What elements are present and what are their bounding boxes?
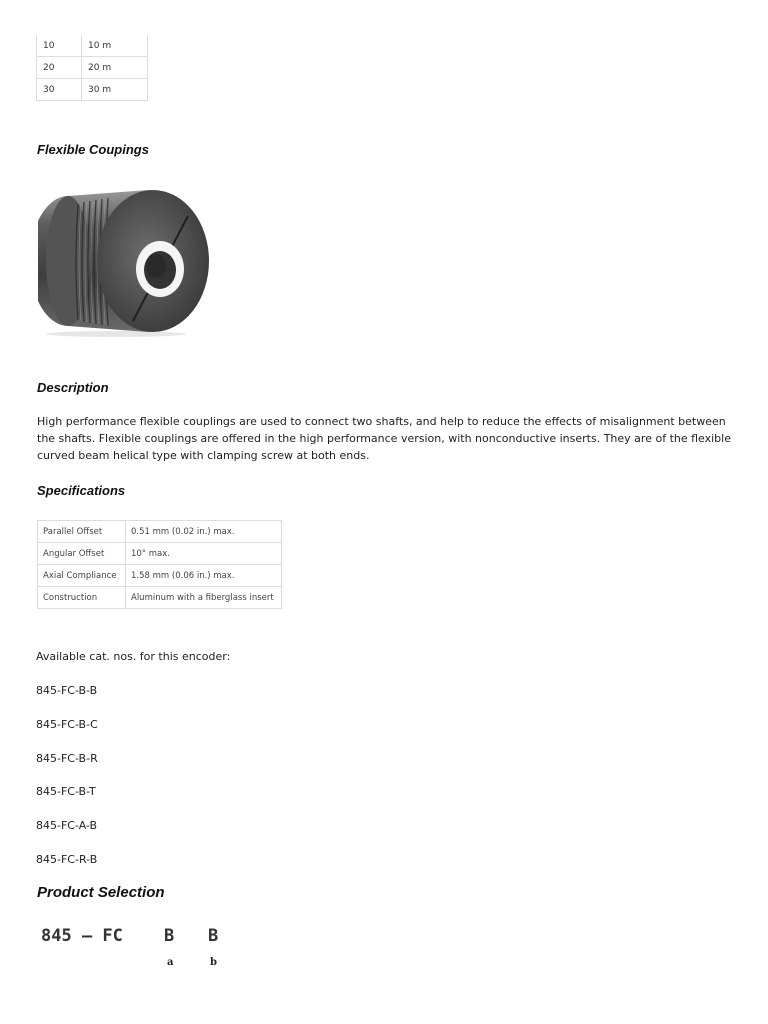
available-label: Available cat. nos. for this encoder: <box>36 650 231 663</box>
code-label-a: a <box>167 957 174 968</box>
list-item: 845-FC-B-T <box>36 785 96 799</box>
description-text: High performance flexible couplings are used to connect two shafts, and help to reduce the effects of misalignment between the shafts. Flexible couplings are offered in the high performance version, with nonconductive inserts. They are of the flexible curved beam helical type with clamping screw at both ends. <box>37 415 731 462</box>
catalog-number-list <box>36 683 98 886</box>
cable-length-table <box>36 36 148 101</box>
list-item: 845-FC-R-B <box>36 852 98 866</box>
product-selection-title: Product Selection <box>37 884 165 901</box>
spec-value: 1.58 mm (0.06 in.) max. <box>126 565 282 587</box>
table-row <box>38 521 282 543</box>
table-cell: 20 m <box>82 57 148 79</box>
table-row <box>38 543 282 565</box>
table-cell: 30 <box>37 79 82 101</box>
code-prefix: 845 – FC <box>41 926 123 946</box>
flexible-coupling-image <box>38 186 218 338</box>
code-label-b: b <box>210 957 217 968</box>
table-row <box>38 565 282 587</box>
code-part-b: B <box>208 926 219 946</box>
table-cell: 30 m <box>82 79 148 101</box>
list-item: 845-FC-A-B <box>36 819 98 833</box>
table-row <box>38 587 282 609</box>
list-item: 845-FC-B-R <box>36 751 98 765</box>
table-row <box>37 36 148 57</box>
spec-key: Parallel Offset <box>38 521 126 543</box>
spec-key: Construction <box>38 587 126 609</box>
section-title: Flexible Coupings <box>37 142 149 157</box>
list-item: 845-FC-B-C <box>36 717 98 731</box>
spec-value: 0.51 mm (0.02 in.) max. <box>126 521 282 543</box>
spec-value: 10° max. <box>126 543 282 565</box>
table-row <box>37 79 148 101</box>
specifications-heading: Specifications <box>37 483 126 498</box>
specifications-table <box>37 520 282 609</box>
spec-key: Axial Compliance <box>38 565 126 587</box>
list-item: 845-FC-B-B <box>36 684 98 697</box>
table-row <box>37 57 148 79</box>
code-part-a: B <box>164 926 175 946</box>
table-cell: 10 <box>37 36 82 57</box>
description-heading: Description <box>37 380 109 395</box>
table-cell: 20 <box>37 57 82 79</box>
table-cell: 10 m <box>82 36 148 57</box>
spec-value: Aluminum with a fiberglass insert <box>126 587 282 609</box>
spec-key: Angular Offset <box>38 543 126 565</box>
